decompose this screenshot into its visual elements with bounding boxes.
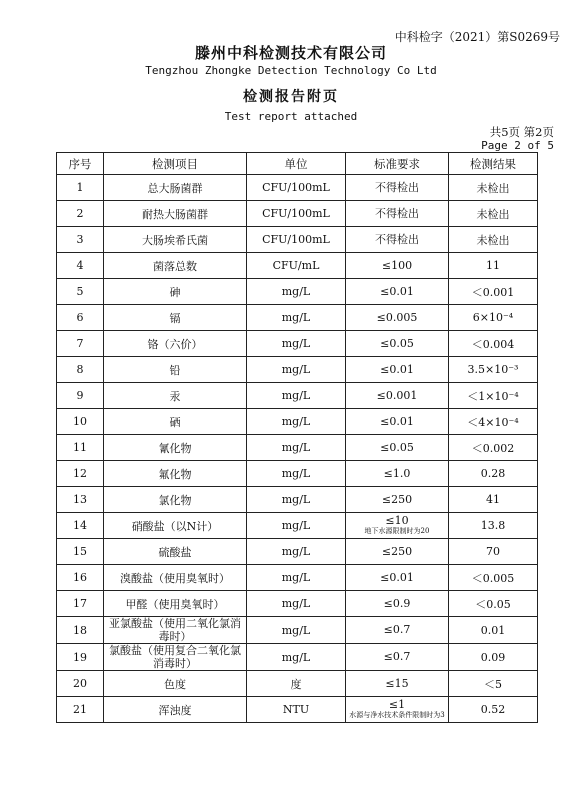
page-indicator-en: Page 2 of 5 [481,139,554,152]
row-item-cell [104,513,247,539]
standard-value: ≤15 [385,676,409,690]
standard-value: ≤0.9 [383,596,411,610]
row-item-label: 菌落总数 [153,259,197,273]
page-indicator-cn: 共5页 第2页 [489,125,554,139]
row-item-label: 汞 [169,389,181,403]
row-item-label: 耐热大肠菌群 [142,207,208,221]
standard-value: ≤10 [385,514,409,527]
row-item-cell [104,409,247,435]
row-item-cell [104,331,247,357]
standard-value: ≤0.01 [380,362,414,376]
standard-value: ≤0.05 [380,336,414,350]
standard-value: ≤0.7 [383,650,411,663]
row-result-cell: 0.01 [449,617,538,644]
row-result-cell: ＜0.002 [449,435,538,461]
table-row [57,644,538,671]
table-row [57,565,538,591]
row-unit-cell: mg/L [247,617,346,644]
row-standard-cell [346,357,449,383]
table-row [57,201,538,227]
row-number-cell: 1 [57,175,104,201]
row-standard-cell [346,279,449,305]
row-number-cell: 5 [57,279,104,305]
row-standard-cell [346,487,449,513]
row-item-label: 铬（六价） [147,337,203,351]
row-item-label: 镉 [169,311,181,325]
row-unit-cell: mg/L [247,487,346,513]
row-number-cell: 3 [57,227,104,253]
row-item-cell [104,175,247,201]
row-number-cell: 2 [57,201,104,227]
column-header-item: 检测项目 [104,153,247,175]
table-row [57,591,538,617]
row-item-cell [104,617,247,644]
standard-value: ≤0.001 [376,388,418,402]
row-item-label: 硒 [169,415,181,429]
table-header-row [57,153,538,175]
table-row [57,539,538,565]
row-item-label: 色度 [164,677,186,691]
row-standard-cell [346,644,449,671]
column-header-standard: 标准要求 [346,153,449,175]
row-item-label: 铅 [169,363,181,377]
report-number: 中科检字（2021）第S0269号 [394,30,560,44]
row-item-label: 硝酸盐（以N计） [131,519,219,533]
row-number-cell: 9 [57,383,104,409]
row-number-cell: 20 [57,671,104,697]
row-standard-cell [346,697,449,723]
row-number-cell: 7 [57,331,104,357]
row-result-cell: 未检出 [449,175,538,201]
row-standard-cell [346,253,449,279]
row-standard-cell [346,591,449,617]
row-number-cell: 21 [57,697,104,723]
standard-value: ≤1 [388,698,406,711]
company-name-cn: 滕州中科检测技术有限公司 [194,44,387,62]
row-result-cell: 0.09 [449,644,538,671]
table-row [57,435,538,461]
row-unit-cell: mg/L [247,644,346,671]
table-row [57,671,538,697]
standard-value: ≤0.05 [380,440,414,454]
row-standard-cell [346,617,449,644]
row-unit-cell: CFU/100mL [247,227,346,253]
row-item-cell [104,671,247,697]
row-number-cell: 14 [57,513,104,539]
standard-value: ≤0.01 [380,570,414,584]
table-row [57,513,538,539]
row-item-label: 溴酸盐（使用臭氧时） [120,571,230,585]
row-unit-cell: mg/L [247,539,346,565]
row-item-cell [104,565,247,591]
row-item-cell [104,201,247,227]
row-item-cell [104,357,247,383]
row-number-cell: 15 [57,539,104,565]
row-number-cell: 8 [57,357,104,383]
table-row [57,175,538,201]
row-result-cell: ＜1×10⁻⁴ [449,383,538,409]
row-number-cell: 4 [57,253,104,279]
row-result-cell: ＜5 [449,671,538,697]
row-item-cell [104,279,247,305]
row-unit-cell: mg/L [247,305,346,331]
row-result-cell: ＜0.05 [449,591,538,617]
row-item-label: 砷 [169,285,181,299]
row-unit-cell: mg/L [247,279,346,305]
table-row [57,227,538,253]
row-standard-cell [346,435,449,461]
standard-value: ≤0.005 [376,310,418,324]
report-title-en: Test report attached [224,110,358,123]
row-unit-cell: mg/L [247,461,346,487]
row-result-cell: 41 [449,487,538,513]
standard-value: ≤250 [381,492,413,506]
table-row [57,305,538,331]
table-row [57,279,538,305]
row-unit-cell: mg/L [247,383,346,409]
table-row [57,383,538,409]
table-row [57,409,538,435]
row-result-cell: 6×10⁻⁴ [449,305,538,331]
row-standard-cell [346,175,449,201]
row-standard-cell [346,201,449,227]
row-unit-cell: mg/L [247,409,346,435]
row-item-cell [104,461,247,487]
row-item-cell [104,591,247,617]
standard-value: ≤250 [381,544,413,558]
table-row [57,617,538,644]
row-item-cell [104,227,247,253]
standard-value: ≤1.0 [383,466,411,480]
standard-note: 水源与净水技术条件限制时为3 [349,711,445,719]
row-unit-cell: CFU/100mL [247,175,346,201]
row-result-cell: ＜0.001 [449,279,538,305]
column-header-unit: 单位 [247,153,346,175]
row-item-cell [104,383,247,409]
row-standard-cell [346,331,449,357]
row-result-cell: 0.52 [449,697,538,723]
row-item-label: 亚氯酸盐（使用二氧化氯消毒时） [109,617,241,643]
row-item-label: 氯酸盐（使用复合二氧化氯消毒时） [109,644,241,670]
row-number-cell: 6 [57,305,104,331]
standard-note: 地下水源限制时为20 [364,527,430,535]
row-unit-cell: mg/L [247,591,346,617]
row-result-cell: ＜0.004 [449,331,538,357]
row-item-cell [104,487,247,513]
column-header-result: 检测结果 [449,153,538,175]
row-unit-cell: mg/L [247,565,346,591]
row-unit-cell: NTU [247,697,346,723]
standard-value: 不得检出 [375,206,419,220]
row-standard-cell [346,305,449,331]
table-row [57,487,538,513]
row-number-cell: 11 [57,435,104,461]
row-unit-cell: mg/L [247,513,346,539]
row-result-cell: ＜0.005 [449,565,538,591]
table-row [57,331,538,357]
row-item-cell [104,539,247,565]
row-item-cell [104,305,247,331]
row-result-cell: 3.5×10⁻³ [449,357,538,383]
row-standard-cell [346,227,449,253]
standard-value: ≤100 [381,258,413,272]
row-result-cell: 70 [449,539,538,565]
row-number-cell: 12 [57,461,104,487]
row-item-label: 浑浊度 [158,703,192,717]
row-result-cell: 0.28 [449,461,538,487]
row-unit-cell: mg/L [247,357,346,383]
report-title-cn: 检测报告附页 [243,89,339,105]
company-name-en: Tengzhou Zhongke Detection Technology Co Ltd [145,64,437,77]
standard-value: ≤0.01 [380,284,414,298]
table-row [57,461,538,487]
row-standard-cell [346,671,449,697]
standard-value: ≤0.7 [383,623,411,636]
standard-value: ≤0.01 [380,414,414,428]
row-item-cell [104,253,247,279]
row-result-cell: 未检出 [449,201,538,227]
row-number-cell: 18 [57,617,104,644]
row-item-label: 甲醛（使用臭氧时） [125,597,225,611]
row-item-label: 大肠埃希氏菌 [142,233,208,247]
results-table [56,152,538,723]
standard-value: 不得检出 [375,180,419,194]
row-standard-cell [346,539,449,565]
row-result-cell: 未检出 [449,227,538,253]
row-item-label: 硫酸盐 [158,545,192,559]
row-item-cell [104,435,247,461]
row-unit-cell: CFU/100mL [247,201,346,227]
row-number-cell: 17 [57,591,104,617]
row-number-cell: 19 [57,644,104,671]
row-number-cell: 13 [57,487,104,513]
row-unit-cell: mg/L [247,331,346,357]
row-result-cell: 11 [449,253,538,279]
table-row [57,253,538,279]
row-item-cell [104,697,247,723]
row-item-label: 总大肠菌群 [147,181,203,195]
row-standard-cell [346,409,449,435]
row-result-cell: ＜4×10⁻⁴ [449,409,538,435]
row-standard-cell [346,513,449,539]
row-standard-cell [346,461,449,487]
table-row [57,697,538,723]
row-unit-cell: 度 [247,671,346,697]
standard-value: 不得检出 [375,232,419,246]
row-unit-cell: mg/L [247,435,346,461]
row-number-cell: 10 [57,409,104,435]
row-standard-cell [346,565,449,591]
row-item-label: 氟化物 [158,467,192,481]
row-item-cell [104,644,247,671]
row-item-label: 氯化物 [158,493,192,507]
row-unit-cell: CFU/mL [247,253,346,279]
column-header-no: 序号 [57,153,104,175]
row-item-label: 氰化物 [158,441,192,455]
row-result-cell: 13.8 [449,513,538,539]
row-number-cell: 16 [57,565,104,591]
table-row [57,357,538,383]
row-standard-cell [346,383,449,409]
